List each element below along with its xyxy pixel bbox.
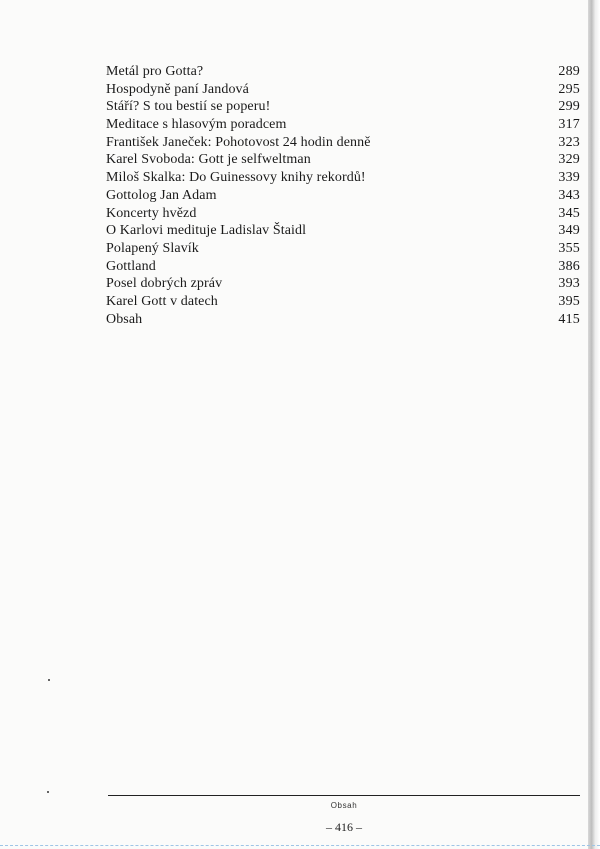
toc-entry xyxy=(106,134,580,152)
toc-entry-page: 299 xyxy=(558,99,580,115)
scan-page-edge xyxy=(588,0,600,849)
toc-entry-title: Karel Svoboda: Gott je selfweltman xyxy=(106,152,311,168)
toc-entry-page: 339 xyxy=(558,170,580,186)
toc-entry xyxy=(106,240,580,258)
toc-entry xyxy=(106,63,580,81)
toc-entry-page: 415 xyxy=(558,311,580,327)
toc-entry-title: Gottland xyxy=(106,258,156,274)
toc-entry-page: 355 xyxy=(558,240,580,256)
toc-entry xyxy=(106,293,580,311)
running-footer-title: Obsah xyxy=(330,801,358,810)
toc-entry-title: O Karlovi medituje Ladislav Štaidl xyxy=(106,223,307,239)
footer-rule xyxy=(108,795,580,796)
toc-entry xyxy=(106,222,580,240)
toc-entry-title: Meditace s hlasovým poradcem xyxy=(106,117,287,133)
toc-entry xyxy=(106,81,580,99)
toc-entry xyxy=(106,169,580,187)
table-of-contents xyxy=(106,63,580,328)
toc-entry xyxy=(106,116,580,134)
toc-entry-page: 395 xyxy=(558,293,580,309)
scan-speck xyxy=(47,791,49,793)
toc-entry-title: Obsah xyxy=(106,311,143,327)
toc-entry-page: 317 xyxy=(558,117,580,133)
toc-entry-page: 349 xyxy=(558,223,580,239)
toc-entry-title: Koncerty hvězd xyxy=(106,205,197,221)
toc-entry-title: Miloš Skalka: Do Guinessovy knihy rekordů! xyxy=(106,170,366,186)
toc-entry-title: Metál pro Gotta? xyxy=(106,64,204,79)
toc-entry-page: 329 xyxy=(558,152,580,168)
toc-entry xyxy=(106,258,580,276)
toc-entry-page: 295 xyxy=(558,81,580,97)
toc-entry xyxy=(106,151,580,169)
toc-entry xyxy=(106,187,580,205)
toc-entry-title: Gottolog Jan Adam xyxy=(106,187,217,203)
toc-entry-title: František Janeček: Pohotovost 24 hodin denně xyxy=(106,134,371,150)
toc-entry-page: 345 xyxy=(558,205,580,221)
toc-entry xyxy=(106,275,580,293)
scan-speck xyxy=(48,679,50,681)
toc-entry-title: Posel dobrých zpráv xyxy=(106,276,223,292)
toc-entry-title: Polapený Slavík xyxy=(106,240,199,256)
toc-entry xyxy=(106,98,580,116)
toc-entry xyxy=(106,311,580,329)
page-number: – 416 – xyxy=(326,820,362,834)
toc-entry-page: 289 xyxy=(558,64,580,79)
toc-entry-page: 323 xyxy=(558,134,580,150)
toc-entry-page: 393 xyxy=(558,276,580,292)
toc-entry xyxy=(106,205,580,223)
scan-crop-line xyxy=(0,845,600,846)
toc-entry-title: Stáří? S tou bestií se poperu! xyxy=(106,99,271,115)
toc-entry-page: 386 xyxy=(558,258,580,274)
toc-entry-page: 343 xyxy=(558,187,580,203)
toc-entry-title: Hospodyně paní Jandová xyxy=(106,81,249,97)
toc-entry-title: Karel Gott v datech xyxy=(106,293,218,309)
